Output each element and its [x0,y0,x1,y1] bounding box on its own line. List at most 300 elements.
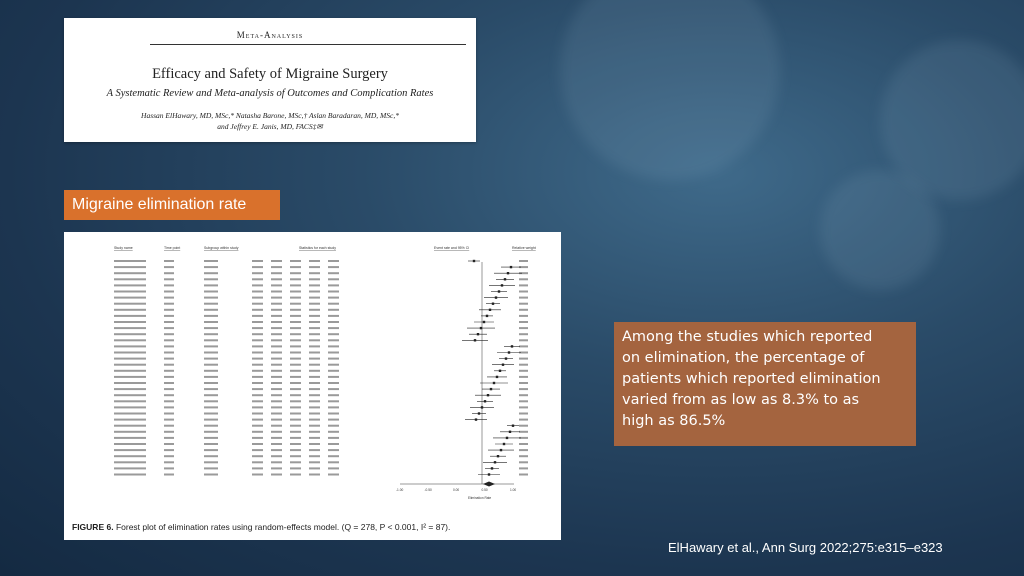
point-estimate [477,333,479,335]
statistic-placeholder [309,413,320,415]
statistic-placeholder [309,437,320,439]
study-name-placeholder [114,260,146,262]
statistic-placeholder [328,400,339,402]
statistic-placeholder [252,303,263,305]
header-rule [150,44,466,45]
statistic-placeholder [271,266,282,268]
subgroup-placeholder [204,339,218,341]
statistic-placeholder [328,333,339,335]
study-name-placeholder [114,413,146,415]
statistic-placeholder [252,272,263,274]
point-estimate [512,425,514,427]
subgroup-placeholder [204,345,218,347]
statistic-placeholder [328,394,339,396]
weight-placeholder [519,333,528,335]
statistic-placeholder [290,260,301,262]
statistic-placeholder [252,370,263,372]
weight-placeholder [519,321,528,323]
point-estimate [478,412,480,414]
study-name-placeholder [114,376,146,378]
article-subtitle: A Systematic Review and Meta-analysis of Outcomes and Complication Rates [106,88,434,99]
subgroup-placeholder [204,333,218,335]
study-name-placeholder [114,406,146,408]
statistic-placeholder [309,431,320,433]
subgroup-placeholder [204,309,218,311]
statistic-placeholder [309,358,320,360]
time-point-placeholder [164,297,174,299]
statistic-placeholder [309,388,320,390]
weight-placeholder [519,388,528,390]
time-point-placeholder [164,461,174,463]
weight-placeholder [519,339,528,341]
statistic-placeholder [271,461,282,463]
note-line: high as 86.5% [622,413,726,429]
point-estimate [489,309,491,311]
note-line: patients which reported elimination [622,371,881,387]
statistic-placeholder [328,455,339,457]
time-point-placeholder [164,284,174,286]
statistic-placeholder [271,370,282,372]
statistic-placeholder [290,364,301,366]
point-estimate [492,303,494,305]
time-point-placeholder [164,455,174,457]
weight-placeholder [519,278,528,280]
time-point-placeholder [164,406,174,408]
time-point-placeholder [164,272,174,274]
statistic-placeholder [309,406,320,408]
weight-placeholder [519,370,528,372]
weight-placeholder [519,419,528,421]
time-point-placeholder [164,266,174,268]
x-axis-label: Elimination Rate [468,496,492,500]
statistic-placeholder [309,370,320,372]
statistic-placeholder [252,388,263,390]
statistic-placeholder [252,474,263,476]
time-point-placeholder [164,339,174,341]
x-tick-label: 1.00 [510,488,517,492]
point-estimate [483,321,485,323]
statistic-placeholder [309,467,320,469]
weight-placeholder [519,297,528,299]
statistic-placeholder [290,449,301,451]
statistic-placeholder [271,455,282,457]
column-header: Relative weight [512,246,536,250]
statistic-placeholder [252,400,263,402]
summary-diamond [483,482,495,487]
study-name-placeholder [114,474,146,476]
time-point-placeholder [164,321,174,323]
statistic-placeholder [252,449,263,451]
time-point-placeholder [164,437,174,439]
time-point-placeholder [164,260,174,262]
point-estimate [475,418,477,420]
statistic-placeholder [252,266,263,268]
study-name-placeholder [114,284,146,286]
point-estimate [490,388,492,390]
statistic-placeholder [271,278,282,280]
statistic-placeholder [290,474,301,476]
statistic-placeholder [309,339,320,341]
statistic-placeholder [252,431,263,433]
statistic-placeholder [328,376,339,378]
subgroup-placeholder [204,376,218,378]
statistic-placeholder [328,309,339,311]
statistic-placeholder [252,358,263,360]
article-kicker: Meta-Analysis [236,30,304,40]
time-point-placeholder [164,449,174,451]
statistic-placeholder [271,425,282,427]
x-tick-label: -0.50 [424,488,432,492]
time-point-placeholder [164,382,174,384]
time-point-placeholder [164,352,174,354]
statistic-placeholder [328,364,339,366]
background-bokeh [560,0,780,180]
statistic-placeholder [252,352,263,354]
point-estimate [486,315,488,317]
study-name-placeholder [114,443,146,445]
statistic-placeholder [252,394,263,396]
subgroup-placeholder [204,443,218,445]
statistic-placeholder [290,358,301,360]
statistic-placeholder [309,461,320,463]
statistic-placeholder [290,291,301,293]
statistic-placeholder [252,309,263,311]
weight-placeholder [519,315,528,317]
study-name-placeholder [114,266,146,268]
statistic-placeholder [271,321,282,323]
weight-placeholder [519,303,528,305]
statistic-placeholder [309,315,320,317]
statistic-placeholder [328,413,339,415]
statistic-placeholder [309,278,320,280]
statistic-placeholder [309,309,320,311]
subgroup-placeholder [204,321,218,323]
point-estimate [509,431,511,433]
statistic-placeholder [252,278,263,280]
time-point-placeholder [164,394,174,396]
weight-placeholder [519,455,528,457]
subgroup-placeholder [204,461,218,463]
statistic-placeholder [290,327,301,329]
study-name-placeholder [114,358,146,360]
study-name-placeholder [114,461,146,463]
subgroup-placeholder [204,388,218,390]
point-estimate [481,406,483,408]
statistic-placeholder [290,431,301,433]
statistic-placeholder [328,303,339,305]
point-estimate [473,260,475,262]
subgroup-placeholder [204,284,218,286]
time-point-placeholder [164,443,174,445]
statistic-placeholder [328,358,339,360]
section-label: Migraine elimination rate [64,190,280,220]
column-header: Event rate and 95% CI [434,246,470,250]
weight-placeholder [519,309,528,311]
point-estimate [501,284,503,286]
citation: ElHawary et al., Ann Surg 2022;275:e315–e323 [668,540,943,555]
statistic-placeholder [252,364,263,366]
study-name-placeholder [114,425,146,427]
subgroup-placeholder [204,413,218,415]
statistic-placeholder [328,449,339,451]
study-name-placeholder [114,315,146,317]
statistic-placeholder [290,419,301,421]
statistic-placeholder [290,345,301,347]
figure-caption [72,522,450,532]
statistic-placeholder [290,467,301,469]
statistic-placeholder [290,321,301,323]
time-point-placeholder [164,315,174,317]
point-estimate [503,443,505,445]
note-line: varied from as low as 8.3% to as [622,392,860,408]
weight-placeholder [519,406,528,408]
statistic-placeholder [271,333,282,335]
statistic-placeholder [271,339,282,341]
statistic-placeholder [252,437,263,439]
summary-note [614,322,916,446]
subgroup-placeholder [204,425,218,427]
statistic-placeholder [252,413,263,415]
statistic-placeholder [309,321,320,323]
statistic-placeholder [309,394,320,396]
point-estimate [484,400,486,402]
weight-placeholder [519,461,528,463]
statistic-placeholder [252,345,263,347]
weight-placeholder [519,291,528,293]
weight-placeholder [519,284,528,286]
statistic-placeholder [328,437,339,439]
statistic-placeholder [328,406,339,408]
statistic-placeholder [328,266,339,268]
statistic-placeholder [290,376,301,378]
statistic-placeholder [271,467,282,469]
statistic-placeholder [271,437,282,439]
authors-line-1: Hassan ElHawary, MD, MSc,* Natasha Barone, MSc,† Aslan Baradaran, MD, MSc,* [141,111,399,120]
statistic-placeholder [309,425,320,427]
x-tick-label: -1.00 [396,488,404,492]
statistic-placeholder [290,461,301,463]
column-header: Study name [114,246,133,250]
time-point-placeholder [164,419,174,421]
statistic-placeholder [290,266,301,268]
subgroup-placeholder [204,291,218,293]
time-point-placeholder [164,309,174,311]
column-header: Time point [164,246,181,250]
column-header: Statistics for each study [299,246,336,250]
statistic-placeholder [271,400,282,402]
study-name-placeholder [114,327,146,329]
statistic-placeholder [252,382,263,384]
statistic-placeholder [290,352,301,354]
statistic-placeholder [271,449,282,451]
statistic-placeholder [252,406,263,408]
statistic-placeholder [309,333,320,335]
statistic-placeholder [290,309,301,311]
study-name-placeholder [114,400,146,402]
subgroup-placeholder [204,297,218,299]
time-point-placeholder [164,358,174,360]
point-estimate [474,339,476,341]
time-point-placeholder [164,376,174,378]
subgroup-placeholder [204,315,218,317]
statistic-placeholder [290,382,301,384]
statistic-placeholder [271,260,282,262]
subgroup-placeholder [204,260,218,262]
subgroup-placeholder [204,266,218,268]
weight-placeholder [519,345,528,347]
statistic-placeholder [290,437,301,439]
time-point-placeholder [164,303,174,305]
time-point-placeholder [164,345,174,347]
weight-placeholder [519,474,528,476]
point-estimate [511,345,513,347]
study-name-placeholder [114,431,146,433]
statistic-placeholder [271,345,282,347]
statistic-placeholder [309,266,320,268]
statistic-placeholder [271,382,282,384]
subgroup-placeholder [204,449,218,451]
statistic-placeholder [252,321,263,323]
time-point-placeholder [164,291,174,293]
statistic-placeholder [252,333,263,335]
study-name-placeholder [114,419,146,421]
statistic-placeholder [271,388,282,390]
statistic-placeholder [309,297,320,299]
weight-placeholder [519,376,528,378]
statistic-placeholder [271,327,282,329]
point-estimate [494,461,496,463]
statistic-placeholder [309,449,320,451]
statistic-placeholder [271,291,282,293]
weight-placeholder [519,413,528,415]
point-estimate [510,266,512,268]
statistic-placeholder [252,327,263,329]
subgroup-placeholder [204,474,218,476]
authors-line-2: and Jeffrey E. Janis, MD, FACS‡✉ [217,122,323,131]
weight-placeholder [519,425,528,427]
study-name-placeholder [114,382,146,384]
statistic-placeholder [328,419,339,421]
statistic-placeholder [328,431,339,433]
study-name-placeholder [114,467,146,469]
study-name-placeholder [114,394,146,396]
study-name-placeholder [114,333,146,335]
time-point-placeholder [164,400,174,402]
subgroup-placeholder [204,467,218,469]
subgroup-placeholder [204,406,218,408]
statistic-placeholder [328,339,339,341]
subgroup-placeholder [204,394,218,396]
point-estimate [504,278,506,280]
statistic-placeholder [271,443,282,445]
study-name-placeholder [114,370,146,372]
statistic-placeholder [309,443,320,445]
statistic-placeholder [290,400,301,402]
statistic-placeholder [328,260,339,262]
statistic-placeholder [252,315,263,317]
note-line: on elimination, the percentage of [622,350,865,366]
subgroup-placeholder [204,272,218,274]
statistic-placeholder [309,352,320,354]
statistic-placeholder [290,284,301,286]
time-point-placeholder [164,467,174,469]
statistic-placeholder [290,394,301,396]
caption-text: Forest plot of elimination rates using random-effects model. (Q = 278, P < 0.001, I² = 87). [115,522,451,532]
statistic-placeholder [309,364,320,366]
statistic-placeholder [309,291,320,293]
point-estimate [506,437,508,439]
time-point-placeholder [164,364,174,366]
weight-placeholder [519,449,528,451]
point-estimate [500,449,502,451]
statistic-placeholder [271,474,282,476]
statistic-placeholder [309,400,320,402]
time-point-placeholder [164,278,174,280]
study-name-placeholder [114,437,146,439]
column-header: Subgroup within study [204,246,239,250]
point-estimate [499,370,501,372]
statistic-placeholder [328,461,339,463]
statistic-placeholder [271,315,282,317]
statistic-placeholder [271,406,282,408]
point-estimate [502,364,504,366]
point-estimate [491,467,493,469]
subgroup-placeholder [204,382,218,384]
statistic-placeholder [252,419,263,421]
subgroup-placeholder [204,364,218,366]
statistic-placeholder [309,260,320,262]
statistic-placeholder [271,272,282,274]
statistic-placeholder [328,382,339,384]
statistic-placeholder [290,425,301,427]
study-name-placeholder [114,388,146,390]
study-name-placeholder [114,303,146,305]
weight-placeholder [519,260,528,262]
time-point-placeholder [164,474,174,476]
article-title: Efficacy and Safety of Migraine Surgery [152,66,388,82]
statistic-placeholder [328,370,339,372]
statistic-placeholder [290,455,301,457]
statistic-placeholder [252,291,263,293]
statistic-placeholder [252,339,263,341]
statistic-placeholder [290,443,301,445]
statistic-placeholder [252,260,263,262]
statistic-placeholder [271,309,282,311]
statistic-placeholder [309,474,320,476]
statistic-placeholder [328,327,339,329]
x-tick-label: 0.50 [481,488,488,492]
weight-placeholder [519,327,528,329]
statistic-placeholder [328,291,339,293]
point-estimate [487,394,489,396]
weight-placeholder [519,382,528,384]
study-name-placeholder [114,309,146,311]
statistic-placeholder [290,339,301,341]
statistic-placeholder [328,467,339,469]
time-point-placeholder [164,327,174,329]
statistic-placeholder [309,455,320,457]
point-estimate [508,351,510,353]
statistic-placeholder [309,327,320,329]
statistic-placeholder [252,467,263,469]
statistic-placeholder [271,413,282,415]
article-authors [64,110,476,132]
subgroup-placeholder [204,431,218,433]
statistic-placeholder [328,278,339,280]
time-point-placeholder [164,413,174,415]
study-name-placeholder [114,272,146,274]
statistic-placeholder [252,376,263,378]
